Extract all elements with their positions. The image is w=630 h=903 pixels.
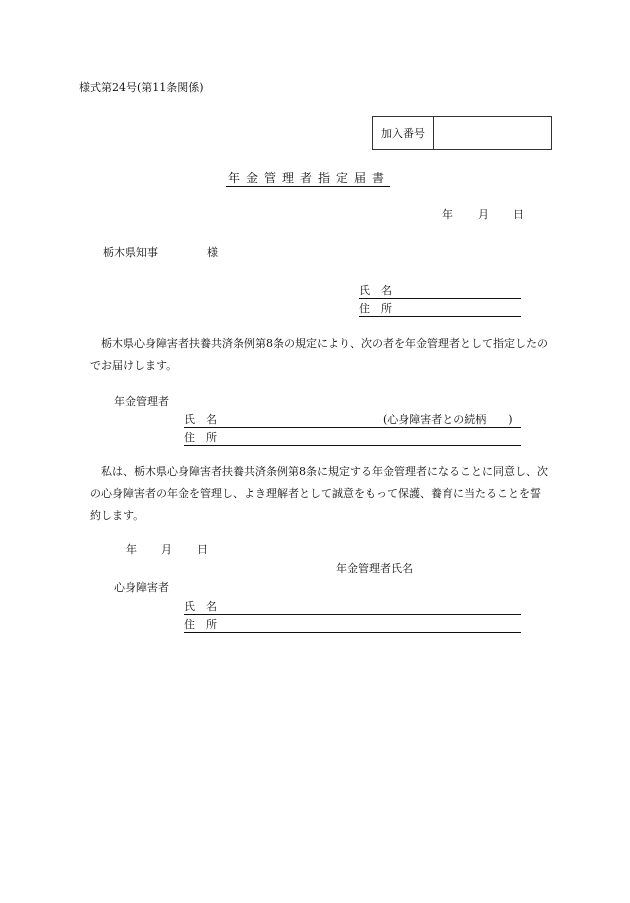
disabled-person-address-field[interactable] xyxy=(184,619,521,633)
manager-signature-label: 年金管理者氏名 xyxy=(336,562,413,575)
pension-manager-heading: 年金管理者 xyxy=(114,395,169,408)
applicant-name-field[interactable] xyxy=(359,285,521,299)
intro-paragraph xyxy=(90,333,550,377)
consent-text: 私は、栃木県心身障害者扶養共済条例第8条に規定する年金管理者になることに同意し、次の心身障害者の年金を管理し、よき理解者として誠意をもって保護、養育に当たることを誓約します。 xyxy=(90,465,548,522)
disabled-person-address-label: 住 所 xyxy=(184,618,217,631)
disabled-person-heading: 心身障害者 xyxy=(114,581,169,594)
consent-date-day: 日 xyxy=(197,543,208,556)
pension-manager-address-label: 住 所 xyxy=(184,431,217,444)
addressee-honorific: 様 xyxy=(207,246,218,259)
applicant-name-label: 氏 名 xyxy=(359,284,392,297)
addressee-name: 栃木県知事 xyxy=(103,246,158,259)
page-title: 年金管理者指定届書 xyxy=(228,171,391,185)
disabled-person-name-label: 氏 名 xyxy=(184,600,217,613)
relation-label: (心身障害者との続柄 ) xyxy=(383,413,513,426)
pension-manager-name-field[interactable] xyxy=(184,414,521,428)
applicant-address-field[interactable] xyxy=(359,303,521,317)
membership-number-field[interactable] xyxy=(434,117,551,149)
disabled-person-name-field[interactable] xyxy=(184,601,521,615)
intro-text: 栃木県心身障害者扶養共済条例第8条の規定により、次の者を年金管理者として指定したのでお届けします。 xyxy=(90,337,548,372)
pension-manager-name-label: 氏 名 xyxy=(184,413,217,426)
date-year: 年 xyxy=(442,208,453,221)
date-day: 日 xyxy=(513,208,524,221)
consent-paragraph xyxy=(90,461,550,527)
consent-date-year: 年 xyxy=(126,543,137,556)
form-number: 様式第24号(第11条関係) xyxy=(79,81,204,94)
membership-number-label: 加入番号 xyxy=(373,117,434,149)
consent-date-month: 月 xyxy=(161,543,172,556)
applicant-address-label: 住 所 xyxy=(359,302,392,315)
pension-manager-address-field[interactable] xyxy=(184,432,521,446)
membership-number-box xyxy=(372,116,552,150)
date-month: 月 xyxy=(478,208,489,221)
